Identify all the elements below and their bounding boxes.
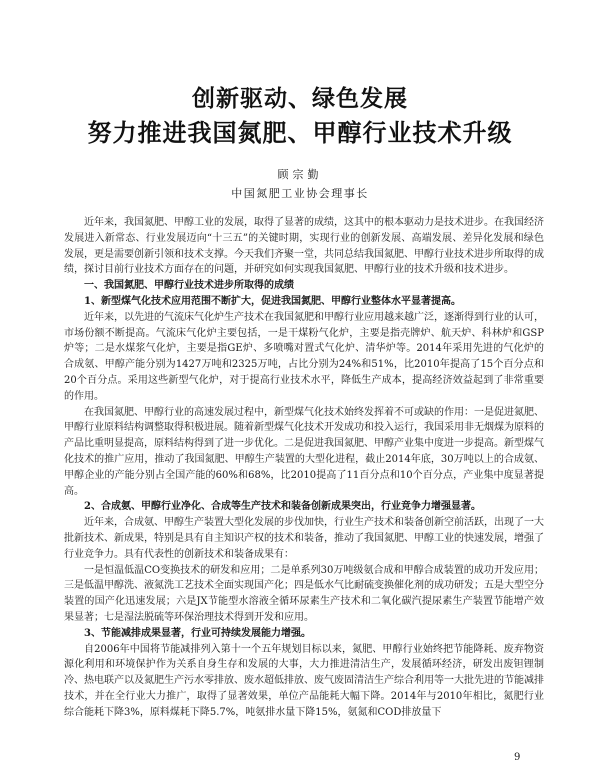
title-line-2: 努力推进我国氮肥、甲醇行业技术升级: [87, 118, 513, 147]
author-name: 顾宗勤: [277, 168, 323, 181]
paragraph: 在我国氮肥、甲醇行业的高速发展过程中，新型煤气化技术始终发挥着不可或缺的作用：一是促进氮肥、甲醇行业原料结构调整取得积极进展。随着新型煤气化技术开发成功和投入运行，我国采用非无烟煤为原料的产品比重明显提高，原料结构得到了进一步优化。二是促进我国氮肥、甲醇产业集中度进一步提高。新型煤气化技术的推广应用，推动了我国氮肥、甲醇生产装置的大型化进程，截止2014年底，30万吨以上的合成氨、甲醇企业的产能分别占全国产能的60%和68%，比2010提高了11百分点和10个百分点，产业集中度显著提高。: [64, 406, 544, 497]
subheading-1: 1、新型煤气化技术应用范围不断扩大，促进我国氮肥、甲醇行业整体水平显著提高。: [84, 295, 461, 307]
paragraph: 一是恒温低温CO变换技术的研发和应用；二是单系列30万吨级氨合成和甲醇合成装置的成功开发应用；三是低温甲醇洗、液氮洗工艺技术全面实现国产化；四是低水气比耐硫变换催化剂的成功研发；五是大型空分装置的国产化迅速发展；六是JX节能型水溶液全循环尿素生产技术和二氧化碳汽提尿素生产装置节能增产效果显著；七是湿法脱硫等环保治理技术得到开发和应用。: [64, 564, 544, 623]
title-line-1: 创新驱动、绿色发展: [192, 85, 408, 112]
paragraph: 近年来，以先进的气流床气化炉生产技术在我国氮肥和甲醇行业应用越来越广泛，逐渐得到行业的认可，市场份额不断提高。气流床气化炉主要包括，一是干煤粉气化炉，主要是指壳牌炉、航天炉、科林炉和GSP炉等；二是水煤浆气化炉，主要是指GE炉、多喷嘴对置式气化炉、清华炉等。2014年采用先进的气化炉的合成氨、甲醇产能分别为1427万吨和2325万吨，占比分别为24%和51%，比2010年提高了15个百分点和20个百分点。采用这些新型气化炉，对于提高行业技术水平，降低生产成本，提高经济效益起到了非常重要的作用。: [64, 311, 544, 402]
subheading-2: 2、合成氨、甲醇行业净化、合成等生产技术和装备创新成果突出，行业竞争力增强显著。: [84, 501, 481, 513]
paragraph: 近年来，合成氨、甲醇生产装置大型化发展的步伐加快，行业生产技术和装备创新空前活跃，出现了一大批新技术、新成果，特别是具有自主知识产权的技术和装备，推动了我国氮肥、甲醇工业的快速发展，增强了行业竞争力。具有代表性的创新技术和装备成果有：: [64, 517, 544, 560]
article-body: [64, 215, 544, 721]
intro-paragraph: 近年来，我国氮肥、甲醇工业的发展，取得了显著的成绩，这其中的根本驱动力是技术进步。在我国经济发展进入新常态、行业发展迈向“十三五”的关键时期，实现行业的创新发展、高端发展、差异化发展和绿色发展，更是需要创新引领和技术支撑。今天我们齐聚一堂，共同总结我国氮肥、甲醇行业技术进步所取得的成绩，探讨目前行业技术方面存在的问题，并研究如何实现我国氮肥、甲醇行业的技术升级和技术进步。: [64, 217, 544, 276]
paragraph: 自2006年中国将节能减排列入第十一个五年规划目标以来，氮肥、甲醇行业始终把节能降耗、废弃物资源化利用和环境保护作为关系自身生存和发展的大事，大力推进清洁生产，发展循环经济，研发出废钽锂制冷、热电联产以及氮肥生产污水零排放、废水超低排放、废气废固清洁生产综合利用等一大批先进的节能减排技术，并在全行业大力推广，取得了显著效果，单位产品能耗大幅下降。2014年与2010年相比，氮肥行业综合能耗下降3%，原料煤耗下降5.7%，吨氨排水量下降15%，氨氮和COD排放量下: [64, 643, 544, 718]
section-heading-1: 一、我国氮肥、甲醇行业技术进步所取得的成绩: [84, 280, 294, 292]
page-number: 9: [514, 752, 521, 763]
subheading-3: 3、节能减排成果显著，行业可持续发展能力增强。: [84, 627, 311, 639]
author-affiliation: 中国氮肥工业协会理事长: [231, 187, 369, 200]
